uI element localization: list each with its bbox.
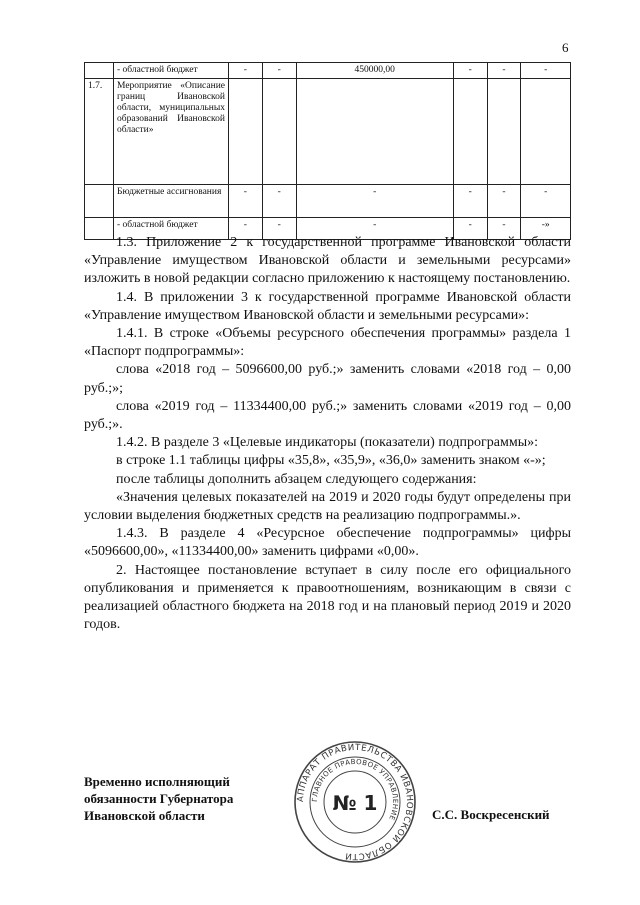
value-cell: -: [487, 218, 521, 240]
seal-inner-text: ГЛАВНОЕ ПРАВОВОЕ УПРАВЛЕНИЕ: [310, 757, 400, 822]
seal-outer-text: АППАРАТ ПРАВИТЕЛЬСТВА ИВАНОВСКОЙ ОБЛАСТИ: [295, 742, 415, 862]
value-cell: -: [296, 185, 453, 218]
table-row: [85, 185, 571, 218]
budget-table: [84, 62, 571, 240]
row-number-cell: 1.7.: [85, 79, 114, 185]
paragraph-2: 2. Настоящее постановление вступает в силу после его официального опубликования и применяется к правоотношениям, возникающим в связи с реализацией областного бюджета на 2018 год и на плановый период 2019 и 2020 годов.: [84, 562, 571, 633]
official-seal: [293, 740, 417, 864]
value-cell: -: [229, 185, 263, 218]
value-cell: -: [453, 185, 487, 218]
paragraph-1-4-3: 1.4.3. В разделе 4 «Ресурсное обеспечение подпрограммы» цифры «5096600,00», «11334400,00» заменить цифрами «0,00».: [84, 526, 571, 560]
paragraph-table-row-1-1: в строке 1.1 таблицы цифры «35,8», «35,9», «36,0» заменить знаком «-»;: [116, 453, 546, 469]
value-cell: -: [487, 185, 521, 218]
value-cell: [262, 79, 296, 185]
paragraph-1-4-2: 1.4.2. В разделе 3 «Целевые индикаторы (показатели) подпрограммы»:: [116, 435, 538, 451]
paragraph-words-2019: слова «2019 год – 11334400,00 руб.;» заменить словами «2019 год – 0,00 руб.;».: [84, 398, 571, 433]
value-cell: -: [296, 218, 453, 240]
value-cell: -: [229, 218, 263, 240]
signatory-title-line: обязанности Губернатора: [84, 791, 234, 806]
value-cell: -: [453, 218, 487, 240]
page-number: 6: [562, 40, 569, 55]
row-name-cell: Бюджетные ассигнования: [114, 185, 229, 218]
table-row: [85, 79, 571, 185]
signatory-title: [84, 773, 233, 824]
value-cell: -: [262, 185, 296, 218]
value-cell: -»: [521, 218, 571, 240]
seal-number: № 1: [332, 791, 378, 815]
value-cell: -: [521, 185, 571, 218]
value-cell: [521, 79, 571, 185]
value-cell: [487, 79, 521, 185]
row-number-cell: [85, 63, 114, 79]
signatory-title-line: Ивановской области: [84, 808, 205, 823]
table-row: [85, 63, 571, 79]
value-cell: 450000,00: [296, 63, 453, 79]
paragraph-1-4-1: 1.4.1. В строке «Объемы ресурсного обеспечения программы» раздела 1 «Паспорт подпрограммы»:: [84, 326, 571, 360]
signatory-title-line: Временно исполняющий: [84, 774, 230, 789]
paragraph-1-3: 1.3. Приложение 2 к государственной программе Ивановской области «Управление имуществом Ивановской области и земельными ресурсами» изложить в новой редакции согласно приложению к настоящему постановлению.: [84, 235, 571, 287]
paragraph-1-4: 1.4. В приложении 3 к государственной программе Ивановской области «Управление имуществом Ивановской области и земельными ресурсами»:: [84, 289, 571, 323]
row-name-cell: - областной бюджет: [114, 218, 229, 240]
document-body: [84, 234, 571, 634]
value-cell: [453, 79, 487, 185]
row-name-cell: Мероприятие «Описание границ Ивановской области, муниципальных образований Ивановской области»: [114, 79, 229, 185]
value-cell: -: [229, 63, 263, 79]
value-cell: -: [453, 63, 487, 79]
value-cell: -: [262, 63, 296, 79]
value-cell: -: [487, 63, 521, 79]
row-number-cell: [85, 185, 114, 218]
value-cell: [229, 79, 263, 185]
paragraph-after-table: после таблицы дополнить абзацем следующего содержания:: [116, 471, 477, 487]
paragraph-words-2018: слова «2018 год – 5096600,00 руб.;» заменить словами «2018 год – 0,00 руб.;»;: [84, 362, 571, 396]
row-name-cell: - областной бюджет: [114, 63, 229, 79]
value-cell: -: [521, 63, 571, 79]
value-cell: -: [262, 218, 296, 240]
signatory-name: С.С. Воскресенский: [432, 807, 550, 822]
value-cell: [296, 79, 453, 185]
paragraph-target-values: «Значения целевых показателей на 2019 и 2020 годы будут определены при условии выделения бюджетных средств на реализацию подпрограммы.».: [84, 489, 571, 524]
